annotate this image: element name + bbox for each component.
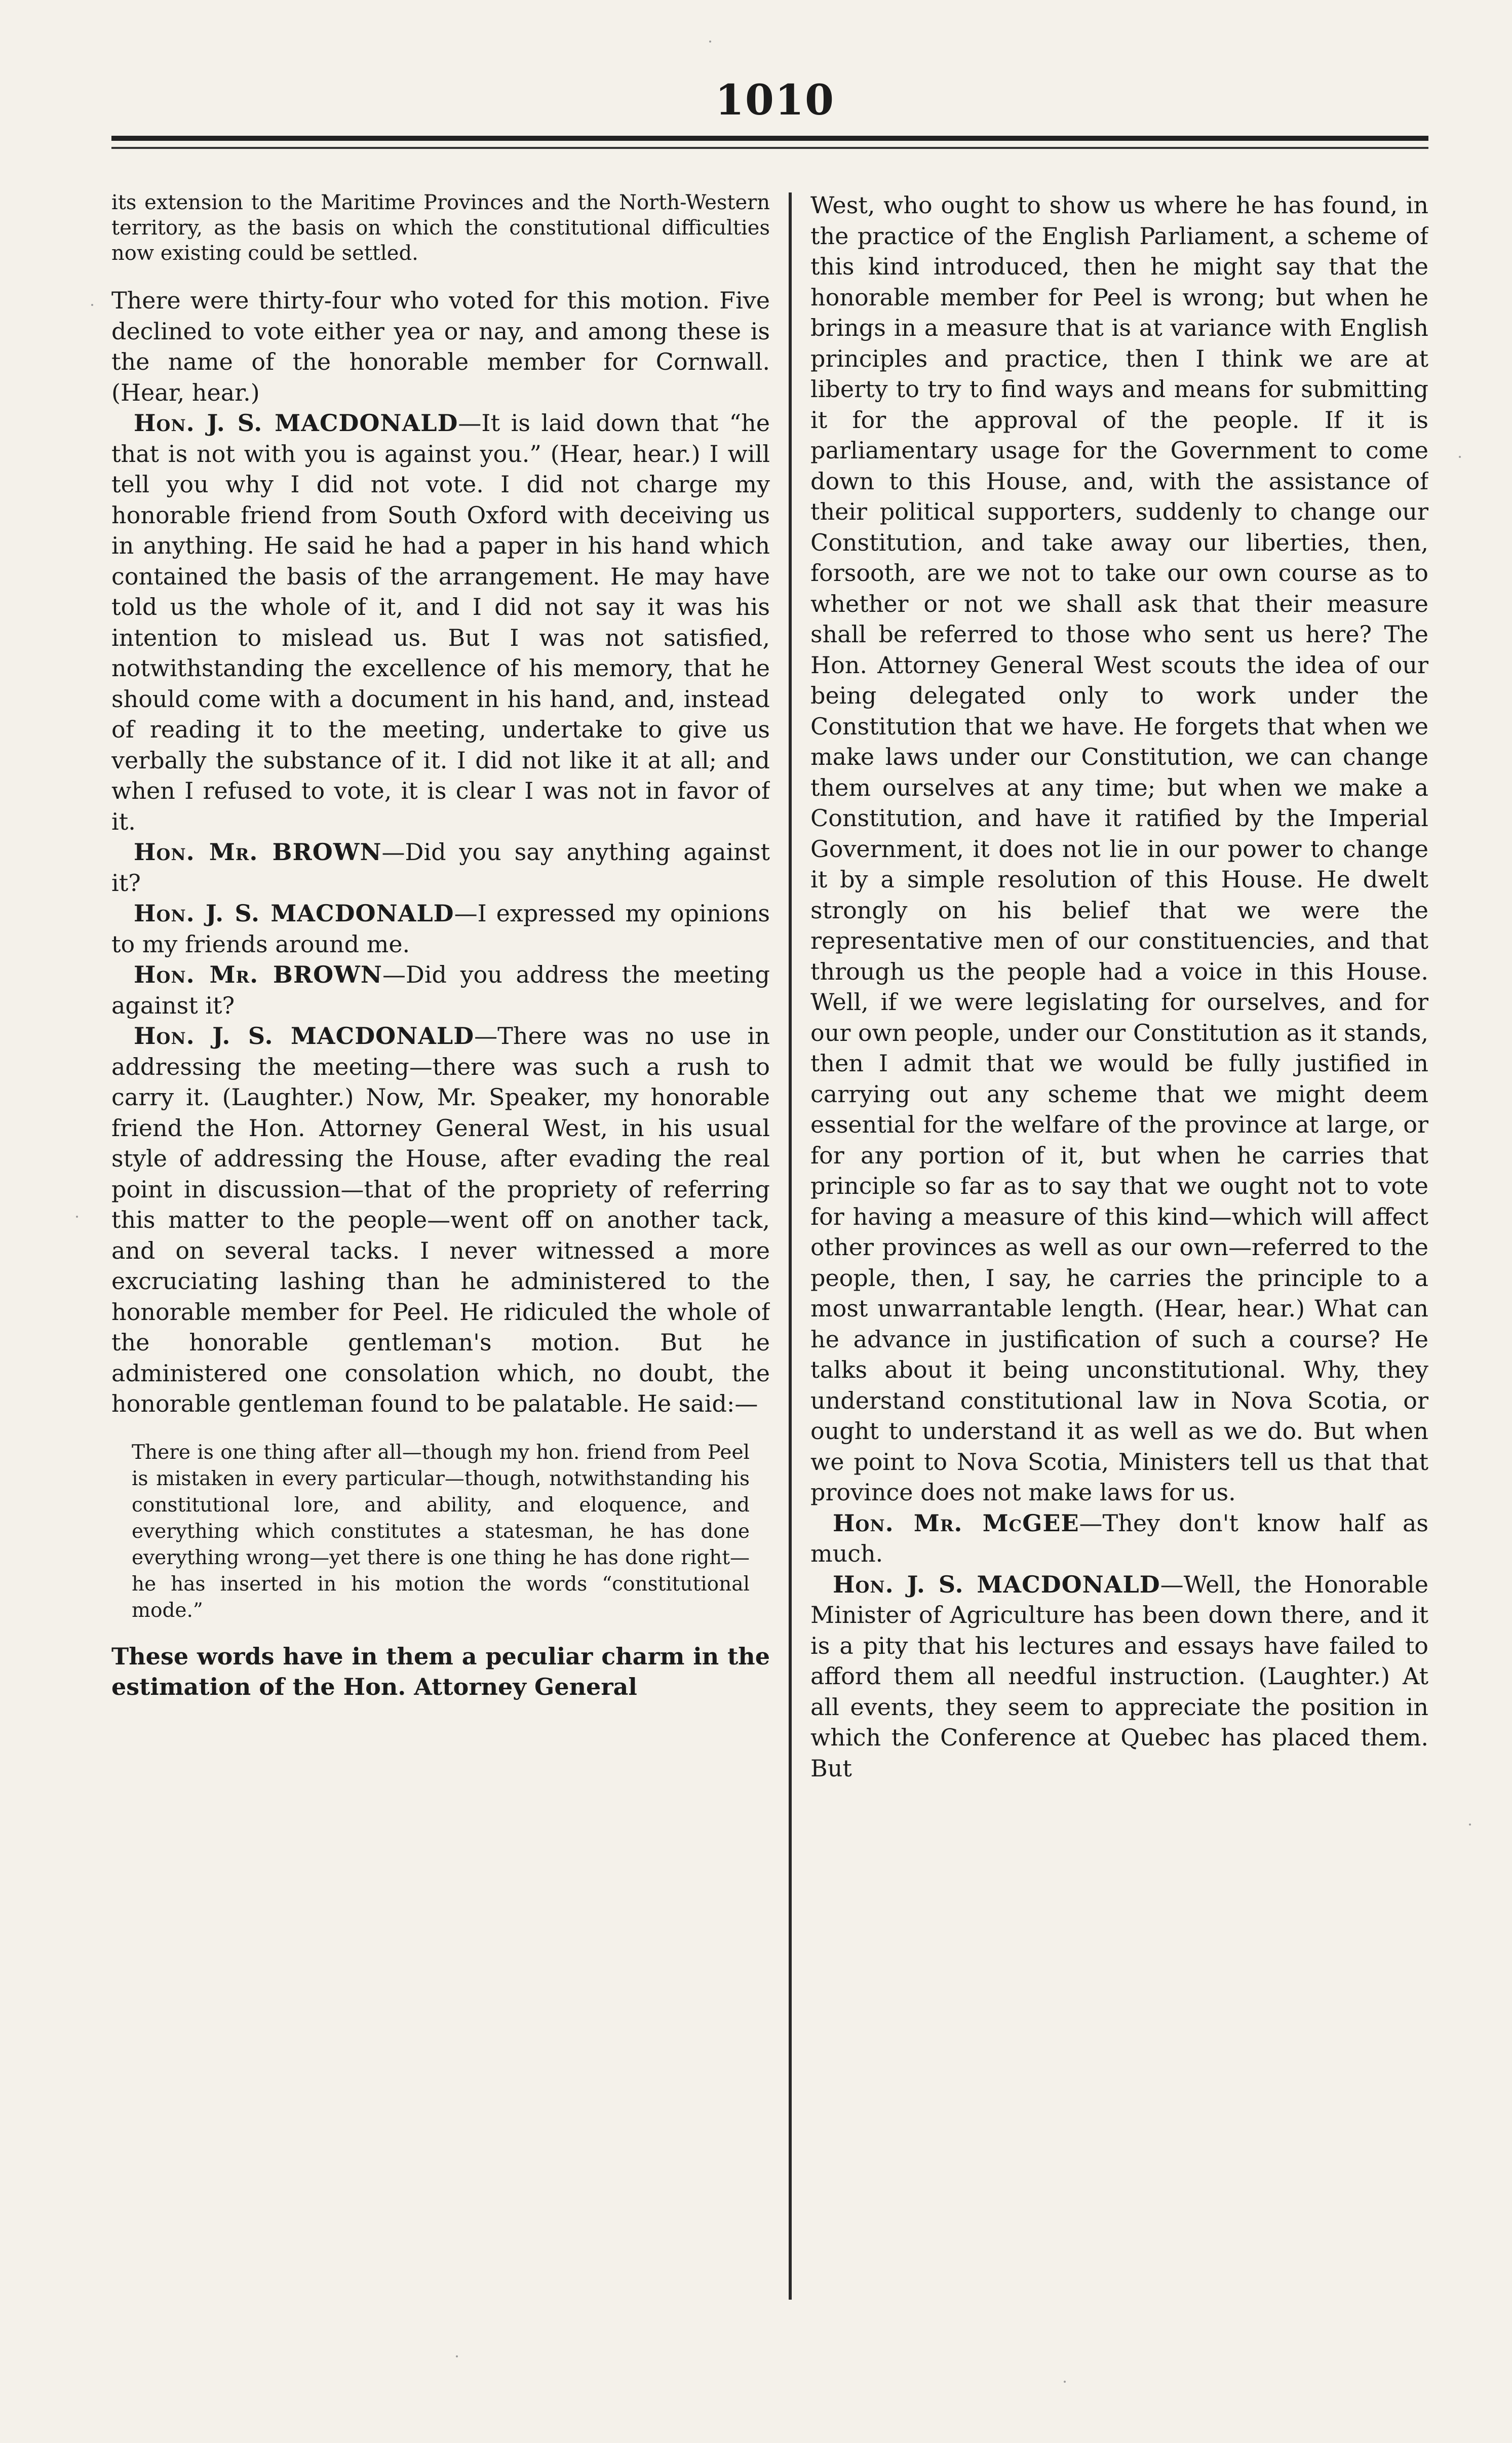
- vote-paragraph: There were thirty-four who voted for this motion. Five declined to vote either yea or nay, and among these is the name of the honorable member for Cornwall. (Hear, hear.): [111, 287, 770, 406]
- speaker-name: Hon. J. S. MACDONALD: [134, 1022, 475, 1050]
- speech-text: —I expressed my opinions to my friends around me.: [111, 900, 770, 958]
- scan-speck: [76, 1216, 78, 1218]
- speech-text: —They don't know half as much.: [810, 1509, 1428, 1567]
- scan-speck: [1459, 456, 1461, 458]
- speaker-name: Hon. J. S. MACDONALD: [134, 900, 454, 927]
- speaker-name: Hon. Mr. BROWN: [134, 961, 382, 988]
- speaker-name: Hon. J. S. MACDONALD: [134, 409, 458, 437]
- header-rule: [111, 136, 1428, 141]
- speech-paragraph: [111, 408, 770, 837]
- column-divider: [789, 192, 792, 2300]
- speech-text: —Did you address the meeting against it?: [111, 961, 770, 1019]
- page-number: 1010: [715, 76, 835, 125]
- speech-text: —Did you say anything against it?: [111, 838, 770, 897]
- speech-paragraph: [111, 1021, 770, 1419]
- header-rule-thin: [111, 147, 1428, 149]
- speaker-name: Hon. Mr. BROWN: [134, 838, 382, 866]
- scan-speck: [456, 2355, 458, 2357]
- block-quotation: There is one thing after all—though my hon. friend from Peel is mistaken in every particular—though, notwithstanding his constitutional lore, and ability, and eloquence, and everything which constitutes a statesman, he has done everything wrong—yet there is one thing he has done right—he has inserted in his motion the words “constitutional mode.”: [132, 1441, 750, 1622]
- scan-speck: [1064, 2381, 1066, 2383]
- speech-text: —Well, the Honorable Minister of Agriculture has been down there, and it is a pity that his lectures and essays have failed to afford them all needful instruction. (Laughter.) At all events, they seem to appreciate the position in which the Conference at Quebec has placed them. But: [810, 1570, 1428, 1782]
- speech-text: —There was no use in addressing the meeting—there was such a rush to carry it. (Laughter.) Now, Mr. Speaker, my honorable friend the Hon. Attorney General West, in his usual style of addressing the House, after evading the real point in discussion—that of the propriety of referring this matter to the people—went off on another tack, and on several tacks. I never witnessed a more excruciating lashing than he administered to the honorable member for Peel. He ridiculed the whole of the honorable gentleman's motion. But he administered one consolation which, no doubt, the honorable gentleman found to be palatable. He said:—: [111, 1022, 770, 1417]
- speech-paragraph: [810, 1508, 1428, 1569]
- right-column: [810, 190, 1428, 2302]
- opening-paragraph: its extension to the Maritime Provinces and the North-Western territory, as the basis on which the constitutional difficulties now existing could be settled.: [111, 191, 770, 265]
- speech-paragraph: [111, 837, 770, 898]
- speaker-name: Hon. Mr. McGEE: [833, 1509, 1079, 1537]
- speaker-name: Hon. J. S. MACDONALD: [833, 1570, 1160, 1598]
- closing-paragraph: These words have in them a peculiar charm in the estimation of the Hon. Attorney General: [111, 1642, 770, 1700]
- speech-paragraph: [810, 1569, 1428, 1784]
- scan-speck: [709, 41, 711, 43]
- speech-text: —It is laid down that “he that is not with you is against you.” (Hear, hear.) I will tell you why I did not vote. I did not charge my honorable friend from South Oxford with deceiving us in anything. He said he had a paper in his hand which contained the basis of the arrangement. He may have told us the whole of it, and I did not say it was his intention to mislead us. But I was not satisfied, notwithstanding the excellence of his memory, that he should come with a document in his hand, and, instead of reading it to the meeting, undertake to give us verbally the substance of it. I did not like it at all; and when I refused to vote, it is clear I was not in favor of it.: [111, 409, 770, 835]
- continuation-paragraph: West, who ought to show us where he has found, in the practice of the English Parliament, a scheme of this kind introduced, then he might say that the honorable member for Peel is wrong; but when he brings in a measure that is at variance with English principles and practice, then I think we are at liberty to try to find ways and means for submitting it for the approval of the people. If it is parliamentary usage for the Government to come down to this House, and, with the assistance of their political supporters, suddenly to change our Constitution, and take away our liberties, then, forsooth, are we not to take our own course as to whether or not we shall ask that their measure shall be referred to those who sent us here? The Hon. Attorney General West scouts the idea of our being delegated only to work under the Constitution that we have. He forgets that when we make laws under our Constitution, we can change them ourselves at any time; but when we make a Constitution, and have it ratified by the Imperial Government, it does not lie in our power to change it by a simple resolution of this House. He dwelt strongly on his belief that we were the representative men of our constituencies, and that through us the people had a voice in this House. Well, if we were legislating for ourselves, and for our own people, under our Constitution as it stands, then I admit that we would be fully justified in carrying out any scheme that we might deem essential for the welfare of the province at large, or for any portion of it, but when he carries that principle so far as to say that we ought not to vote for having a measure of this kind—which will affect other provinces as well as our own—referred to the people, then, I say, he carries the principle to a most unwarrantable length. (Hear, hear.) What can he advance in justification of such a course? He talks about it being unconstitutional. Why, they understand constitutional law in Nova Scotia, or ought to understand it as well as we do. But when we point to Nova Scotia, Ministers tell us that that province does not make laws for us.: [810, 191, 1428, 1506]
- speech-paragraph: [111, 898, 770, 959]
- left-column: [111, 190, 770, 2302]
- speech-paragraph: [111, 959, 770, 1021]
- scan-speck: [1469, 1824, 1471, 1826]
- scan-speck: [91, 304, 93, 306]
